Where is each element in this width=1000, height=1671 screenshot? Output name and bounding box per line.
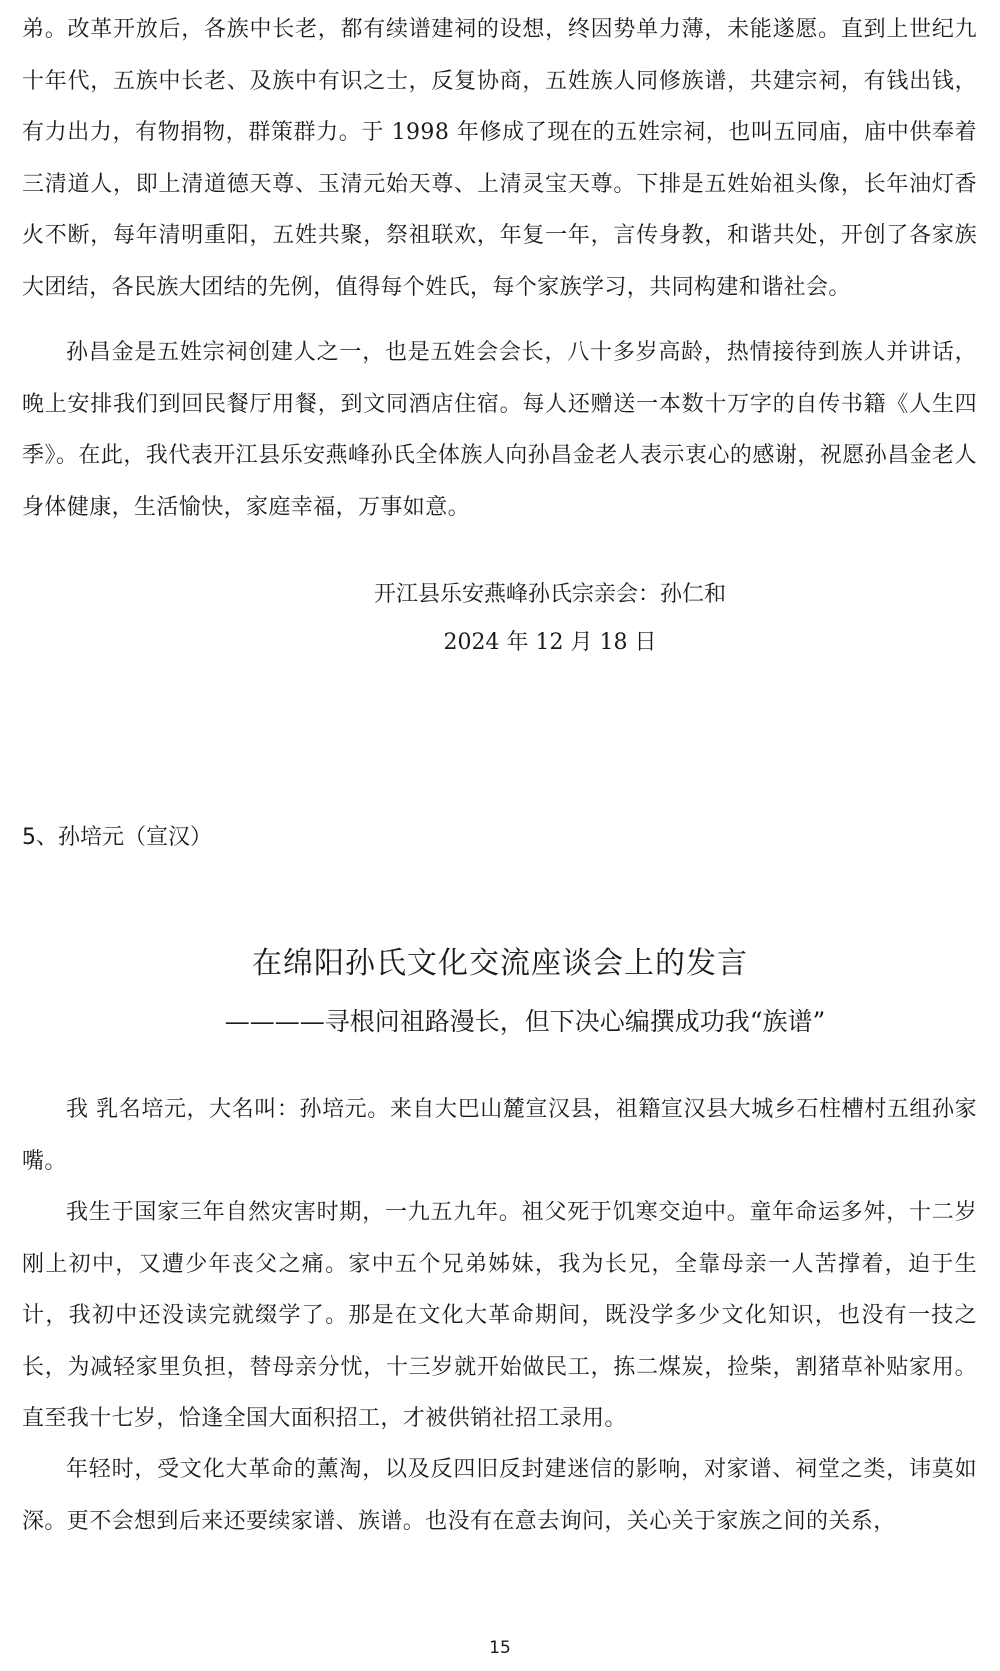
speech-subtitle: ————寻根问祖路漫长，但下决心编撰成功我“族谱” [224, 1007, 826, 1036]
signature-date: 2024 年 12 月 18 日 [443, 630, 657, 655]
speech-title: 在绵阳孙氏文化交流座谈会上的发言 [252, 946, 748, 981]
speech-paragraph-youth: 年轻时，受文化大革命的薰淘，以及反四旧反封建迷信的影响，对家谱、祠堂之类，讳莫如深。更不会想到后来还要续家谱、族谱。也没有在意去询问，关心关于家族之间的关系， [22, 1457, 977, 1534]
signature-author: 开江县乐安燕峰孙氏宗亲会：孙仁和 [373, 582, 726, 607]
page-number: 15 [489, 1638, 511, 1658]
body-paragraph-thanks: 孙昌金是五姓宗祠创建人之一，也是五姓会会长，八十多岁高龄，热情接待到族人并讲话，晚上安排我们到回民餐厅用餐，到文同酒店住宿。每人还赠送一本数十万字的自传书籍《人生四季》。在此，我代表开江县乐安燕峰孙氏全体族人向孙昌金老人表示衷心的感谢，祝愿孙昌金老人身体健康，生活愉快，家庭幸福，万事如意。 [22, 340, 977, 520]
section-heading: 5、孙培元（宣汉） [22, 825, 212, 850]
body-paragraph-ancestral-hall: 弟。改革开放后，各族中长老，都有续谱建祠的设想，终因势单力薄，未能遂愿。直到上世纪九十年代，五族中长老、及族中有识之士，反复协商，五姓族人同修族谱，共建宗祠，有钱出钱，有力出力，有物捐物，群策群力。于 1998 年修成了现在的五姓宗祠，也叫五同庙，庙中供奉着三清道人，即上清道德天尊、玉清元始天尊、上清灵宝天尊。下排是五姓始祖头像，长年油灯香火不断，每年清明重阳，五姓共聚，祭祖联欢，年复一年，言传身教，和谐共处，开创了各家族大团结，各民族大团结的先例，值得每个姓氏，每个家族学习，共同构建和谐社会。 [22, 17, 977, 300]
speech-paragraph-childhood: 我生于国家三年自然灾害时期，一九五九年。祖父死于饥寒交迫中。童年命运多舛，十二岁刚上初中，又遭少年丧父之痛。家中五个兄弟姊妹，我为长兄，全靠母亲一人苦撑着，迫于生计，我初中还没读完就缀学了。那是在文化大革命期间，既没学多少文化知识，也没有一技之长，为减轻家里负担，替母亲分忧，十三岁就开始做民工，拣二煤炭，捡柴，割猪草补贴家用。直至我十七岁，恰逢全国大面积招工，才被供销社招工录用。 [22, 1200, 977, 1431]
speech-paragraph-intro: 我 乳名培元，大名叫：孙培元。来自大巴山麓宣汉县，祖籍宣汉县大城乡石柱槽村五组孙家嘴。 [22, 1097, 977, 1174]
